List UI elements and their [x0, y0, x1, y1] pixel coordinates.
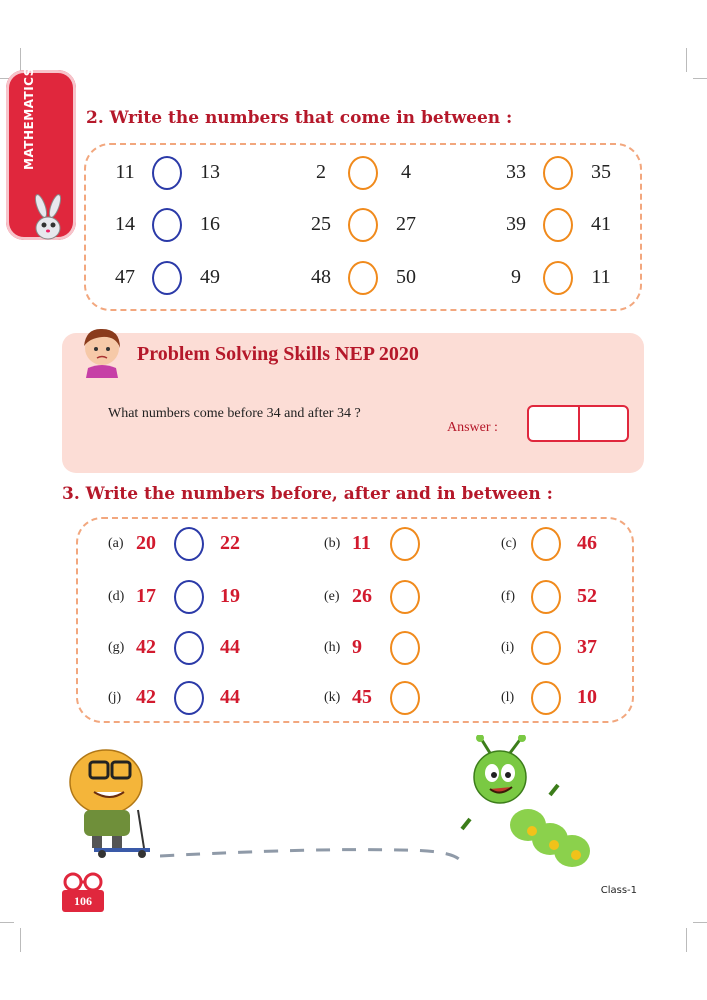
q3-item-label: (l)	[501, 690, 515, 705]
q2-number-before: 2	[316, 161, 326, 183]
q2-answer-circle[interactable]	[348, 156, 378, 190]
q3-left-number: 42	[136, 686, 156, 708]
subject-tab-label: MATHEMATICS	[22, 67, 36, 170]
q3-answer-circle[interactable]	[174, 631, 204, 665]
q3-answer-circle[interactable]	[390, 631, 420, 665]
bunny-icon	[28, 194, 72, 242]
q2-number-before: 47	[115, 266, 135, 288]
girl-thinking-icon	[74, 322, 130, 378]
q3-right-number: 44	[220, 686, 240, 708]
problem-solving-title: Problem Solving Skills NEP 2020	[137, 343, 419, 365]
crop-mark	[20, 928, 21, 952]
q3-item-label: (k)	[324, 690, 341, 705]
q2-answer-circle[interactable]	[152, 261, 182, 295]
q3-left-number: 9	[352, 636, 362, 658]
q2-number-after: 41	[591, 213, 611, 235]
class-label: Class-1	[600, 885, 637, 896]
q2-number-after: 35	[591, 161, 611, 183]
q3-item-label: (h)	[324, 640, 341, 655]
answer-label: Answer :	[447, 420, 498, 435]
q3-item-label: (c)	[501, 536, 517, 551]
q2-answer-circle[interactable]	[543, 156, 573, 190]
answer-box[interactable]	[527, 405, 629, 442]
q2-number-before: 39	[506, 213, 526, 235]
q2-number-after: 50	[396, 266, 416, 288]
q3-item-label: (j)	[108, 690, 122, 705]
glasses-icon	[60, 870, 106, 892]
q2-number-before: 9	[511, 266, 521, 288]
crop-mark	[686, 48, 687, 72]
q3-answer-circle[interactable]	[531, 631, 561, 665]
q3-answer-circle[interactable]	[390, 580, 420, 614]
crop-mark	[693, 78, 707, 79]
q3-answer-circle[interactable]	[390, 681, 420, 715]
q2-answer-circle[interactable]	[543, 208, 573, 242]
page-number: 106	[62, 890, 104, 912]
q3-right-number: 10	[577, 686, 597, 708]
question-2-heading: 2. Write the numbers that come in between :	[86, 108, 513, 128]
q3-answer-circle[interactable]	[174, 580, 204, 614]
q2-answer-circle[interactable]	[348, 208, 378, 242]
q3-answer-circle[interactable]	[174, 527, 204, 561]
cartoon-character-icon	[54, 740, 164, 860]
q2-answer-circle[interactable]	[152, 208, 182, 242]
q2-answer-circle[interactable]	[152, 156, 182, 190]
q3-item-label: (g)	[108, 640, 125, 655]
q2-number-after: 16	[200, 213, 220, 235]
q3-right-number: 44	[220, 636, 240, 658]
q3-item-label: (a)	[108, 536, 124, 551]
q3-right-number: 22	[220, 532, 240, 554]
q2-number-after: 13	[200, 161, 220, 183]
q3-left-number: 26	[352, 585, 372, 607]
q2-number-before: 25	[311, 213, 331, 235]
problem-solving-question: What numbers come before 34 and after 34 ?	[108, 406, 361, 421]
q3-right-number: 52	[577, 585, 597, 607]
q2-number-before: 11	[115, 161, 135, 183]
q2-number-before: 48	[311, 266, 331, 288]
dashed-path	[160, 838, 470, 868]
q2-number-before: 33	[506, 161, 526, 183]
q2-answer-circle[interactable]	[543, 261, 573, 295]
q2-number-after: 49	[200, 266, 220, 288]
q3-right-number: 19	[220, 585, 240, 607]
q3-item-label: (b)	[324, 536, 341, 551]
q2-number-after: 27	[396, 213, 416, 235]
q3-answer-circle[interactable]	[390, 527, 420, 561]
answer-box-divider	[578, 407, 580, 440]
q3-answer-circle[interactable]	[531, 681, 561, 715]
q3-left-number: 20	[136, 532, 156, 554]
q3-right-number: 46	[577, 532, 597, 554]
q3-answer-circle[interactable]	[531, 527, 561, 561]
q3-left-number: 17	[136, 585, 156, 607]
q3-left-number: 11	[352, 532, 371, 554]
q3-right-number: 37	[577, 636, 597, 658]
crop-mark	[0, 922, 14, 923]
q3-item-label: (e)	[324, 589, 340, 604]
q2-number-after: 4	[401, 161, 411, 183]
q3-left-number: 45	[352, 686, 372, 708]
q3-answer-circle[interactable]	[531, 580, 561, 614]
q2-number-after: 11	[591, 266, 611, 288]
q2-answer-circle[interactable]	[348, 261, 378, 295]
q3-answer-circle[interactable]	[174, 681, 204, 715]
q3-left-number: 42	[136, 636, 156, 658]
q3-item-label: (f)	[501, 589, 515, 604]
crop-mark	[686, 928, 687, 952]
crop-mark	[20, 48, 21, 72]
q2-number-before: 14	[115, 213, 135, 235]
caterpillar-icon	[458, 735, 608, 885]
q3-item-label: (i)	[501, 640, 515, 655]
q3-item-label: (d)	[108, 589, 125, 604]
crop-mark	[693, 922, 707, 923]
question-3-heading: 3. Write the numbers before, after and in between :	[62, 484, 553, 504]
